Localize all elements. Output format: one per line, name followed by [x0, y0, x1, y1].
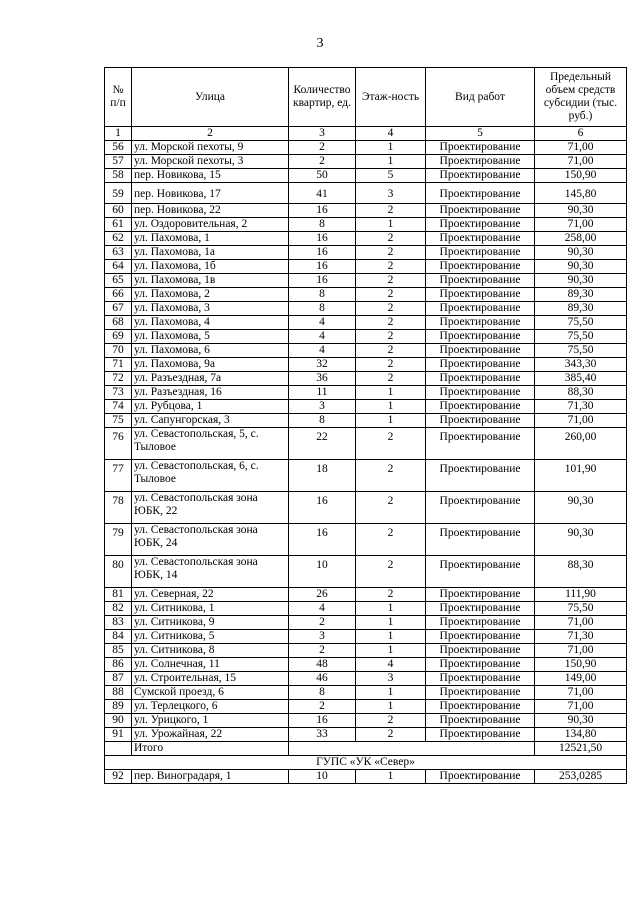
row-work-type: Проектирование [426, 616, 535, 630]
section-title: ГУПС «УК «Север» [105, 756, 627, 770]
row-subsidy-amount: 111,90 [535, 588, 627, 602]
table-row [105, 630, 627, 644]
row-work-type: Проектирование [426, 602, 535, 616]
row-apartments: 22 [289, 428, 356, 460]
row-street: ул. Севастопольская зона ЮБК, 24 [132, 524, 289, 556]
row-floors: 2 [356, 330, 426, 344]
row-number: 92 [105, 770, 132, 784]
row-apartments: 16 [289, 714, 356, 728]
table-row [105, 372, 627, 386]
row-apartments: 2 [289, 155, 356, 169]
row-apartments: 16 [289, 274, 356, 288]
table-row [105, 169, 627, 183]
row-street: ул. Строительная, 15 [132, 672, 289, 686]
row-subsidy-amount: 75,50 [535, 316, 627, 330]
row-apartments: 48 [289, 658, 356, 672]
row-apartments: 33 [289, 728, 356, 742]
row-number: 85 [105, 644, 132, 658]
row-street: ул. Урицкого, 1 [132, 714, 289, 728]
table-row [105, 492, 627, 524]
row-subsidy-amount: 90,30 [535, 274, 627, 288]
row-work-type: Проектирование [426, 204, 535, 218]
row-number: 83 [105, 616, 132, 630]
row-work-type: Проектирование [426, 169, 535, 183]
table-row [105, 414, 627, 428]
row-street: ул. Северная, 22 [132, 588, 289, 602]
row-floors: 2 [356, 358, 426, 372]
row-floors: 2 [356, 728, 426, 742]
table-row [105, 260, 627, 274]
row-work-type: Проектирование [426, 330, 535, 344]
row-street: ул. Пахомова, 1в [132, 274, 289, 288]
header-apartments: Количество квартир, ед. [289, 68, 356, 127]
row-apartments: 10 [289, 556, 356, 588]
row-street: ул. Пахомова, 1 [132, 232, 289, 246]
header-number: № п/п [105, 68, 132, 127]
row-apartments: 8 [289, 686, 356, 700]
row-apartments: 16 [289, 524, 356, 556]
row-subsidy-amount: 71,30 [535, 400, 627, 414]
row-street: ул. Пахомова, 5 [132, 330, 289, 344]
row-subsidy-amount: 75,50 [535, 344, 627, 358]
total-empty [289, 742, 535, 756]
row-number: 64 [105, 260, 132, 274]
table-row [105, 658, 627, 672]
row-number: 66 [105, 288, 132, 302]
row-number: 57 [105, 155, 132, 169]
row-subsidy-amount: 150,90 [535, 658, 627, 672]
row-subsidy-amount: 90,30 [535, 204, 627, 218]
row-work-type: Проектирование [426, 358, 535, 372]
row-floors: 2 [356, 274, 426, 288]
row-work-type: Проектирование [426, 274, 535, 288]
row-floors: 2 [356, 204, 426, 218]
row-number: 75 [105, 414, 132, 428]
table-row [105, 386, 627, 400]
row-number: 77 [105, 460, 132, 492]
row-number: 71 [105, 358, 132, 372]
table-row [105, 672, 627, 686]
row-street: ул. Ситникова, 9 [132, 616, 289, 630]
row-street: пер. Новикова, 22 [132, 204, 289, 218]
row-floors: 2 [356, 344, 426, 358]
row-work-type: Проектирование [426, 524, 535, 556]
row-number: 67 [105, 302, 132, 316]
column-number: 1 [105, 127, 132, 141]
row-number: 69 [105, 330, 132, 344]
column-number: 4 [356, 127, 426, 141]
row-apartments: 16 [289, 232, 356, 246]
row-number: 80 [105, 556, 132, 588]
row-work-type: Проектирование [426, 770, 535, 784]
row-subsidy-amount: 145,80 [535, 183, 627, 204]
row-floors: 3 [356, 672, 426, 686]
row-street: ул. Разъездная, 16 [132, 386, 289, 400]
row-apartments: 4 [289, 330, 356, 344]
row-work-type: Проектирование [426, 686, 535, 700]
row-floors: 2 [356, 246, 426, 260]
row-street: ул. Ситникова, 5 [132, 630, 289, 644]
row-number: 63 [105, 246, 132, 260]
row-number: 60 [105, 204, 132, 218]
row-subsidy-amount: 253,0285 [535, 770, 627, 784]
row-work-type: Проектирование [426, 700, 535, 714]
row-subsidy-amount: 71,30 [535, 630, 627, 644]
row-floors: 2 [356, 302, 426, 316]
row-apartments: 41 [289, 183, 356, 204]
row-floors: 3 [356, 183, 426, 204]
table-row [105, 232, 627, 246]
row-street: ул. Разъездная, 7а [132, 372, 289, 386]
table-row [105, 700, 627, 714]
row-subsidy-amount: 89,30 [535, 302, 627, 316]
row-street: ул. Пахомова, 1б [132, 260, 289, 274]
table-row [105, 141, 627, 155]
table-row [105, 602, 627, 616]
row-subsidy-amount: 90,30 [535, 260, 627, 274]
row-work-type: Проектирование [426, 644, 535, 658]
row-subsidy-amount: 150,90 [535, 169, 627, 183]
row-apartments: 4 [289, 344, 356, 358]
row-floors: 2 [356, 316, 426, 330]
table-row [105, 358, 627, 372]
column-number: 2 [132, 127, 289, 141]
table-row [105, 588, 627, 602]
row-street: ул. Оздоровительная, 2 [132, 218, 289, 232]
row-subsidy-amount: 149,00 [535, 672, 627, 686]
row-floors: 1 [356, 400, 426, 414]
header-floors: Этаж-ность [356, 68, 426, 127]
row-work-type: Проектирование [426, 414, 535, 428]
row-street: ул. Солнечная, 11 [132, 658, 289, 672]
row-work-type: Проектирование [426, 183, 535, 204]
table-row [105, 155, 627, 169]
header-work-type: Вид работ [426, 68, 535, 127]
row-street: ул. Ситникова, 1 [132, 602, 289, 616]
table-row [105, 728, 627, 742]
row-street: ул. Севастопольская зона ЮБК, 22 [132, 492, 289, 524]
table-row [105, 428, 627, 460]
row-subsidy-amount: 89,30 [535, 288, 627, 302]
header-subsidy-amount: Предельный объем средств субсидии (тыс. руб.) [535, 68, 627, 127]
row-subsidy-amount: 88,30 [535, 386, 627, 400]
table-row [105, 644, 627, 658]
row-apartments: 3 [289, 400, 356, 414]
row-number: 88 [105, 686, 132, 700]
row-floors: 1 [356, 602, 426, 616]
row-work-type: Проектирование [426, 728, 535, 742]
row-floors: 2 [356, 428, 426, 460]
row-street: ул. Морской пехоты, 9 [132, 141, 289, 155]
row-floors: 4 [356, 658, 426, 672]
row-work-type: Проектирование [426, 428, 535, 460]
row-street: пер. Виноградаря, 1 [132, 770, 289, 784]
row-number: 81 [105, 588, 132, 602]
table-row [105, 556, 627, 588]
row-number: 61 [105, 218, 132, 232]
column-number-row [105, 127, 627, 141]
table-row [105, 316, 627, 330]
row-work-type: Проектирование [426, 556, 535, 588]
row-work-type: Проектирование [426, 658, 535, 672]
row-work-type: Проектирование [426, 588, 535, 602]
row-work-type: Проектирование [426, 260, 535, 274]
total-label: Итого [132, 742, 289, 756]
row-apartments: 16 [289, 492, 356, 524]
total-empty [105, 742, 132, 756]
row-number: 58 [105, 169, 132, 183]
row-subsidy-amount: 90,30 [535, 492, 627, 524]
row-work-type: Проектирование [426, 492, 535, 524]
row-work-type: Проектирование [426, 155, 535, 169]
row-floors: 2 [356, 524, 426, 556]
row-apartments: 10 [289, 770, 356, 784]
table-row [105, 400, 627, 414]
row-subsidy-amount: 71,00 [535, 414, 627, 428]
row-subsidy-amount: 385,40 [535, 372, 627, 386]
row-apartments: 8 [289, 288, 356, 302]
row-floors: 1 [356, 155, 426, 169]
column-number: 3 [289, 127, 356, 141]
row-work-type: Проектирование [426, 372, 535, 386]
total-amount: 12521,50 [535, 742, 627, 756]
row-floors: 1 [356, 770, 426, 784]
total-row [105, 742, 627, 756]
section-title-row [105, 756, 627, 770]
row-floors: 2 [356, 492, 426, 524]
row-street: ул. Севастопольская, 5, с. Тыловое [132, 428, 289, 460]
row-subsidy-amount: 71,00 [535, 644, 627, 658]
row-street: ул. Пахомова, 6 [132, 344, 289, 358]
row-number: 62 [105, 232, 132, 246]
row-subsidy-amount: 75,50 [535, 330, 627, 344]
row-work-type: Проектирование [426, 141, 535, 155]
table-row [105, 183, 627, 204]
table-row [105, 770, 627, 784]
row-apartments: 2 [289, 141, 356, 155]
header-street: Улица [132, 68, 289, 127]
row-work-type: Проектирование [426, 246, 535, 260]
row-apartments: 36 [289, 372, 356, 386]
table-row [105, 302, 627, 316]
row-work-type: Проектирование [426, 218, 535, 232]
row-number: 56 [105, 141, 132, 155]
row-floors: 5 [356, 169, 426, 183]
row-number: 73 [105, 386, 132, 400]
row-floors: 1 [356, 141, 426, 155]
row-subsidy-amount: 134,80 [535, 728, 627, 742]
row-number: 82 [105, 602, 132, 616]
row-work-type: Проектирование [426, 232, 535, 246]
row-subsidy-amount: 90,30 [535, 246, 627, 260]
row-floors: 2 [356, 556, 426, 588]
row-floors: 2 [356, 460, 426, 492]
row-apartments: 8 [289, 414, 356, 428]
column-number: 5 [426, 127, 535, 141]
row-street: ул. Морской пехоты, 3 [132, 155, 289, 169]
row-street: ул. Пахомова, 1а [132, 246, 289, 260]
row-work-type: Проектирование [426, 302, 535, 316]
row-street: пер. Новикова, 17 [132, 183, 289, 204]
table-row [105, 714, 627, 728]
row-apartments: 4 [289, 602, 356, 616]
row-number: 74 [105, 400, 132, 414]
row-apartments: 4 [289, 316, 356, 330]
row-subsidy-amount: 101,90 [535, 460, 627, 492]
row-floors: 1 [356, 616, 426, 630]
row-floors: 1 [356, 630, 426, 644]
row-number: 87 [105, 672, 132, 686]
row-apartments: 16 [289, 246, 356, 260]
table-row [105, 330, 627, 344]
table-row [105, 274, 627, 288]
row-street: ул. Урожайная, 22 [132, 728, 289, 742]
table-row [105, 246, 627, 260]
row-floors: 1 [356, 644, 426, 658]
row-work-type: Проектирование [426, 672, 535, 686]
row-floors: 1 [356, 686, 426, 700]
row-work-type: Проектирование [426, 344, 535, 358]
row-subsidy-amount: 75,50 [535, 602, 627, 616]
row-number: 72 [105, 372, 132, 386]
row-floors: 2 [356, 588, 426, 602]
row-work-type: Проектирование [426, 460, 535, 492]
table-row [105, 288, 627, 302]
row-apartments: 2 [289, 616, 356, 630]
row-work-type: Проектирование [426, 288, 535, 302]
row-work-type: Проектирование [426, 400, 535, 414]
subsidy-table [104, 67, 627, 784]
row-apartments: 16 [289, 260, 356, 274]
row-floors: 2 [356, 372, 426, 386]
row-floors: 1 [356, 700, 426, 714]
row-street: ул. Пахомова, 9а [132, 358, 289, 372]
row-apartments: 8 [289, 218, 356, 232]
row-subsidy-amount: 71,00 [535, 141, 627, 155]
row-apartments: 26 [289, 588, 356, 602]
row-subsidy-amount: 71,00 [535, 218, 627, 232]
row-subsidy-amount: 258,00 [535, 232, 627, 246]
row-apartments: 3 [289, 630, 356, 644]
row-street: ул. Сапунгорская, 3 [132, 414, 289, 428]
table-body [105, 127, 627, 784]
row-number: 59 [105, 183, 132, 204]
row-floors: 2 [356, 260, 426, 274]
row-subsidy-amount: 90,30 [535, 714, 627, 728]
table-row [105, 524, 627, 556]
row-number: 70 [105, 344, 132, 358]
row-street: ул. Пахомова, 3 [132, 302, 289, 316]
row-apartments: 16 [289, 204, 356, 218]
row-number: 86 [105, 658, 132, 672]
table-row [105, 460, 627, 492]
row-apartments: 18 [289, 460, 356, 492]
row-subsidy-amount: 90,30 [535, 524, 627, 556]
row-number: 68 [105, 316, 132, 330]
table-row [105, 218, 627, 232]
row-subsidy-amount: 260,00 [535, 428, 627, 460]
table-row [105, 616, 627, 630]
row-number: 76 [105, 428, 132, 460]
row-street: ул. Севастопольская зона ЮБК, 14 [132, 556, 289, 588]
row-street: ул. Ситникова, 8 [132, 644, 289, 658]
row-apartments: 50 [289, 169, 356, 183]
row-apartments: 2 [289, 644, 356, 658]
row-apartments: 32 [289, 358, 356, 372]
table-row [105, 344, 627, 358]
column-number: 6 [535, 127, 627, 141]
row-street: ул. Севастопольская, 6, с. Тыловое [132, 460, 289, 492]
row-work-type: Проектирование [426, 714, 535, 728]
row-floors: 1 [356, 414, 426, 428]
row-subsidy-amount: 71,00 [535, 616, 627, 630]
row-number: 90 [105, 714, 132, 728]
row-subsidy-amount: 71,00 [535, 700, 627, 714]
row-number: 79 [105, 524, 132, 556]
row-subsidy-amount: 88,30 [535, 556, 627, 588]
row-floors: 1 [356, 386, 426, 400]
row-number: 89 [105, 700, 132, 714]
row-street: ул. Пахомова, 4 [132, 316, 289, 330]
row-street: пер. Новикова, 15 [132, 169, 289, 183]
row-street: ул. Рубцова, 1 [132, 400, 289, 414]
row-number: 84 [105, 630, 132, 644]
row-floors: 2 [356, 288, 426, 302]
row-subsidy-amount: 343,30 [535, 358, 627, 372]
table-row [105, 204, 627, 218]
row-floors: 2 [356, 232, 426, 246]
row-number: 91 [105, 728, 132, 742]
row-subsidy-amount: 71,00 [535, 686, 627, 700]
row-apartments: 11 [289, 386, 356, 400]
row-work-type: Проектирование [426, 316, 535, 330]
row-work-type: Проектирование [426, 386, 535, 400]
row-subsidy-amount: 71,00 [535, 155, 627, 169]
row-street: ул. Терлецкого, 6 [132, 700, 289, 714]
row-apartments: 8 [289, 302, 356, 316]
row-street: Сумской проезд, 6 [132, 686, 289, 700]
row-apartments: 2 [289, 700, 356, 714]
page-number: 3 [316, 36, 324, 51]
row-floors: 2 [356, 714, 426, 728]
row-floors: 1 [356, 218, 426, 232]
row-number: 78 [105, 492, 132, 524]
row-apartments: 46 [289, 672, 356, 686]
row-work-type: Проектирование [426, 630, 535, 644]
table-row [105, 686, 627, 700]
row-number: 65 [105, 274, 132, 288]
row-street: ул. Пахомова, 2 [132, 288, 289, 302]
